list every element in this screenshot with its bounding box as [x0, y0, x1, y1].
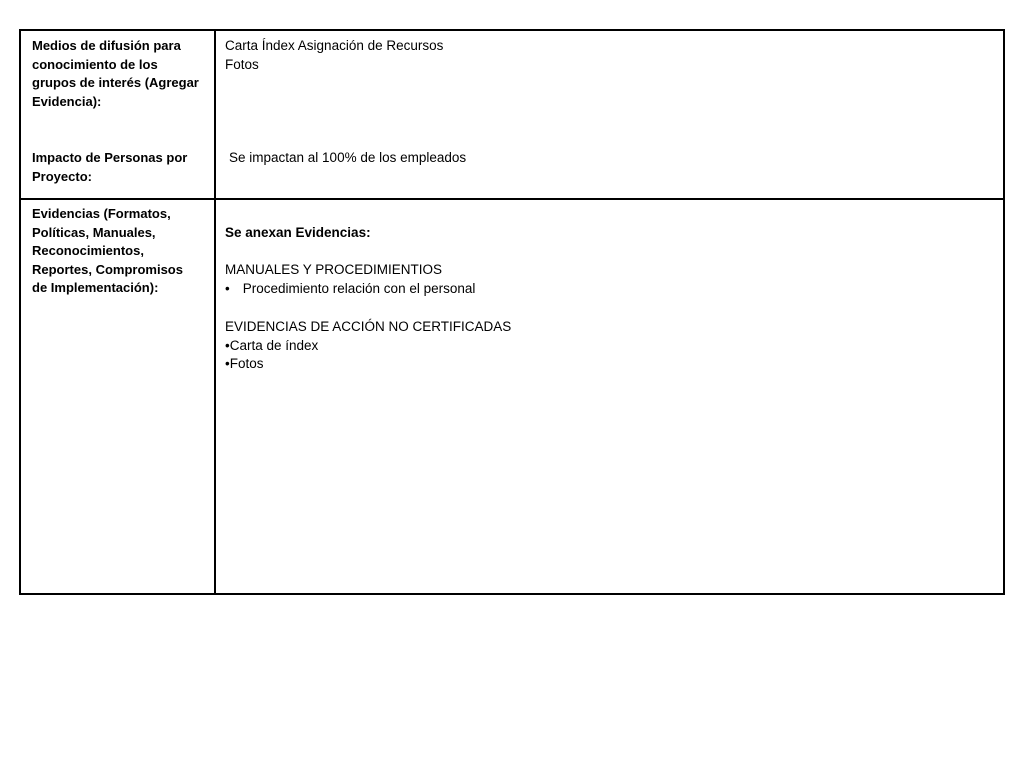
list-item [225, 337, 318, 356]
medios-value-line-2: Fotos [225, 56, 259, 72]
impacto-label: Impacto de Personas por Proyecto: [32, 150, 188, 184]
evidence-table [19, 29, 1005, 595]
bullet-icon: • [225, 337, 230, 353]
manuales-section-title: MANUALES Y PROCEDIMIENTIOS [225, 262, 443, 277]
list-item [225, 280, 475, 299]
evidencias-section-title: EVIDENCIAS DE ACCIÓN NO CERTIFICADAS [225, 319, 512, 334]
value-cell [215, 30, 1004, 199]
bullet-icon: • [225, 281, 230, 296]
list-item-text: Procedimiento relación con el personal [242, 281, 476, 296]
value-cell [215, 199, 1004, 594]
table-row [20, 199, 1004, 594]
evidencias-heading: Se anexan Evidencias: [225, 225, 371, 240]
list-item [225, 355, 264, 374]
medios-value-line-1: Carta Índex Asignación de Recursos [225, 38, 444, 53]
evidencias-label: Evidencias (Formatos, Políticas, Manuales, Reconocimientos, Reportes, Compromisos de Implementación): [32, 206, 183, 295]
label-cell [20, 199, 215, 594]
table-row [20, 30, 1004, 199]
list-item-text: Fotos [229, 356, 264, 371]
list-item-text: Carta de índex [229, 337, 319, 353]
label-cell [20, 30, 215, 199]
impacto-value: Se impactan al 100% de los empleados [229, 150, 467, 165]
bullet-icon: • [225, 356, 230, 371]
medios-label: Medios de difusión para conocimiento de los grupos de interés (Agregar Evidencia): [32, 38, 199, 109]
